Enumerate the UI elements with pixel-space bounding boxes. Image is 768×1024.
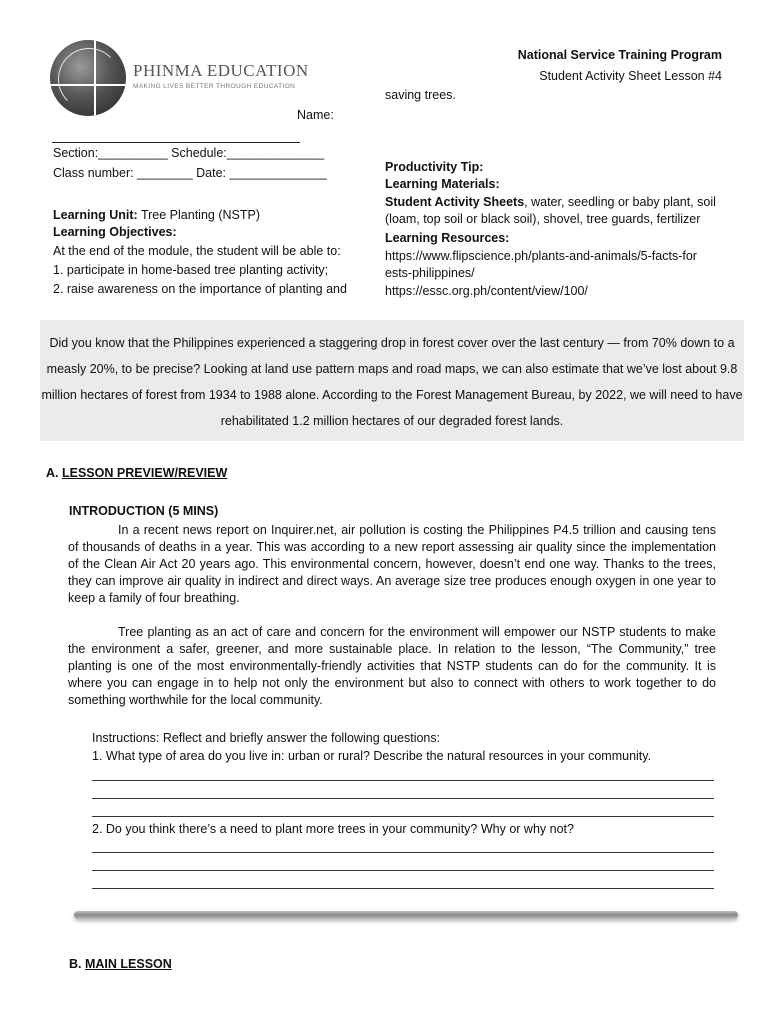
- program-title: National Service Training Program: [517, 48, 722, 62]
- question-1: 1. What type of area do you live in: urban or rural? Describe the natural resources in your community.: [92, 749, 652, 763]
- fact-box: [40, 320, 744, 441]
- section-b-heading: [69, 956, 172, 973]
- answer-line-1b[interactable]: [92, 798, 714, 799]
- fact-box-text: Did you know that the Philippines experienced a staggering drop in forest cover over the last century — from 70% down to a measly 20%, to be precise? Looking at land use pattern maps and road maps, we can also estimate that we’ve lost about 9.8 million hectares of forest from 1934 to 1988 alone. According to the Forest Management Bureau, by 2022, we will need to have rehabilitated 1.2 million hectares of our degraded forest lands.: [41, 336, 743, 428]
- intro-paragraph-1: In a recent news report on Inquirer.net, air pollution is costing the Philippines P4.5 trillion and causing tens of thousands of deaths in a year. This was according to a new report assessing air quality since the implementation of the Clean Air Act 20 years ago. This environmental concern, however, doesn’t end one way. Thanks to the trees, they can improve air quality in indirect and direct ways. An average size tree produces enough oxygen in one year to keep a family of four breathing.: [68, 523, 716, 605]
- answer-line-2c[interactable]: [92, 888, 714, 889]
- answer-line-2a[interactable]: [92, 852, 714, 853]
- objectives-intro: At the end of the module, the student will be able to:: [53, 244, 341, 258]
- learning-unit-value: Tree Planting (NSTP): [137, 208, 260, 222]
- answer-line-2b[interactable]: [92, 870, 714, 871]
- sheet-title: Student Activity Sheet Lesson #4: [539, 69, 722, 83]
- name-label: Name:: [297, 108, 334, 122]
- class-date-line[interactable]: Class number: ________ Date: ______________: [53, 166, 327, 180]
- materials-line-1: [385, 194, 716, 211]
- section-a-heading: [46, 465, 227, 482]
- logo-name: PHINMA EDUCATION: [133, 61, 309, 80]
- section-b-prefix: B.: [69, 957, 85, 971]
- section-b-title: MAIN LESSON: [84, 957, 172, 971]
- resource-link-2[interactable]: https://essc.org.ph/content/view/100/: [385, 284, 588, 298]
- materials-line-2: (loam, top soil or black soil), shovel, tree guards, fertilizer: [385, 212, 701, 226]
- materials-rest: , water, seedling or baby plant, soil: [524, 195, 716, 209]
- answer-line-1c[interactable]: [92, 816, 714, 817]
- resource-link-1a[interactable]: https://www.flipscience.ph/plants-and-animals/5-facts-for: [385, 249, 697, 263]
- section-divider: [74, 911, 738, 919]
- materials-sheets: Student Activity Sheets: [385, 195, 525, 209]
- section-schedule-line[interactable]: Section:__________ Schedule:______________: [53, 146, 325, 160]
- introduction-heading: INTRODUCTION (5 MINS): [69, 504, 219, 518]
- learning-unit: [53, 207, 260, 224]
- learning-unit-label: Learning Unit:: [53, 208, 138, 222]
- productivity-tip-label: Productivity Tip:: [385, 160, 484, 174]
- answer-line-1a[interactable]: [92, 780, 714, 781]
- objective-2: 2. raise awareness on the importance of planting and: [53, 282, 347, 296]
- phinma-logo-icon: [50, 40, 126, 116]
- objective-1: 1. participate in home-based tree planting activity;: [53, 263, 329, 277]
- instructions-label: Instructions: Reflect and briefly answer the following questions:: [92, 731, 441, 745]
- question-2: 2. Do you think there’s a need to plant more trees in your community? Why or why not?: [92, 822, 574, 836]
- logo-tagline: MAKING LIVES BETTER THROUGH EDUCATION: [133, 83, 296, 90]
- intro-paragraph-2: Tree planting as an act of care and concern for the environment will empower our NSTP students to make the environment a safer, greener, and more sustainable place. In relation to the lesson, “The Community,” tree planting is one of the most environmentally-friendly activities that NSTP students can do for the community. It is where you can engage in to help not only the environment but also to connect with others to work together to do something worthwhile for the local community.: [68, 625, 716, 707]
- objectives-label: Learning Objectives:: [53, 225, 177, 239]
- objective-continued: saving trees.: [385, 88, 456, 102]
- section-a-title: LESSON PREVIEW/REVIEW: [61, 466, 228, 480]
- section-a-prefix: A.: [46, 466, 62, 480]
- resource-link-1b[interactable]: ests-philippines/: [385, 266, 475, 280]
- materials-label: Learning Materials:: [385, 177, 500, 191]
- resources-label: Learning Resources:: [385, 231, 510, 245]
- name-field[interactable]: [52, 142, 300, 143]
